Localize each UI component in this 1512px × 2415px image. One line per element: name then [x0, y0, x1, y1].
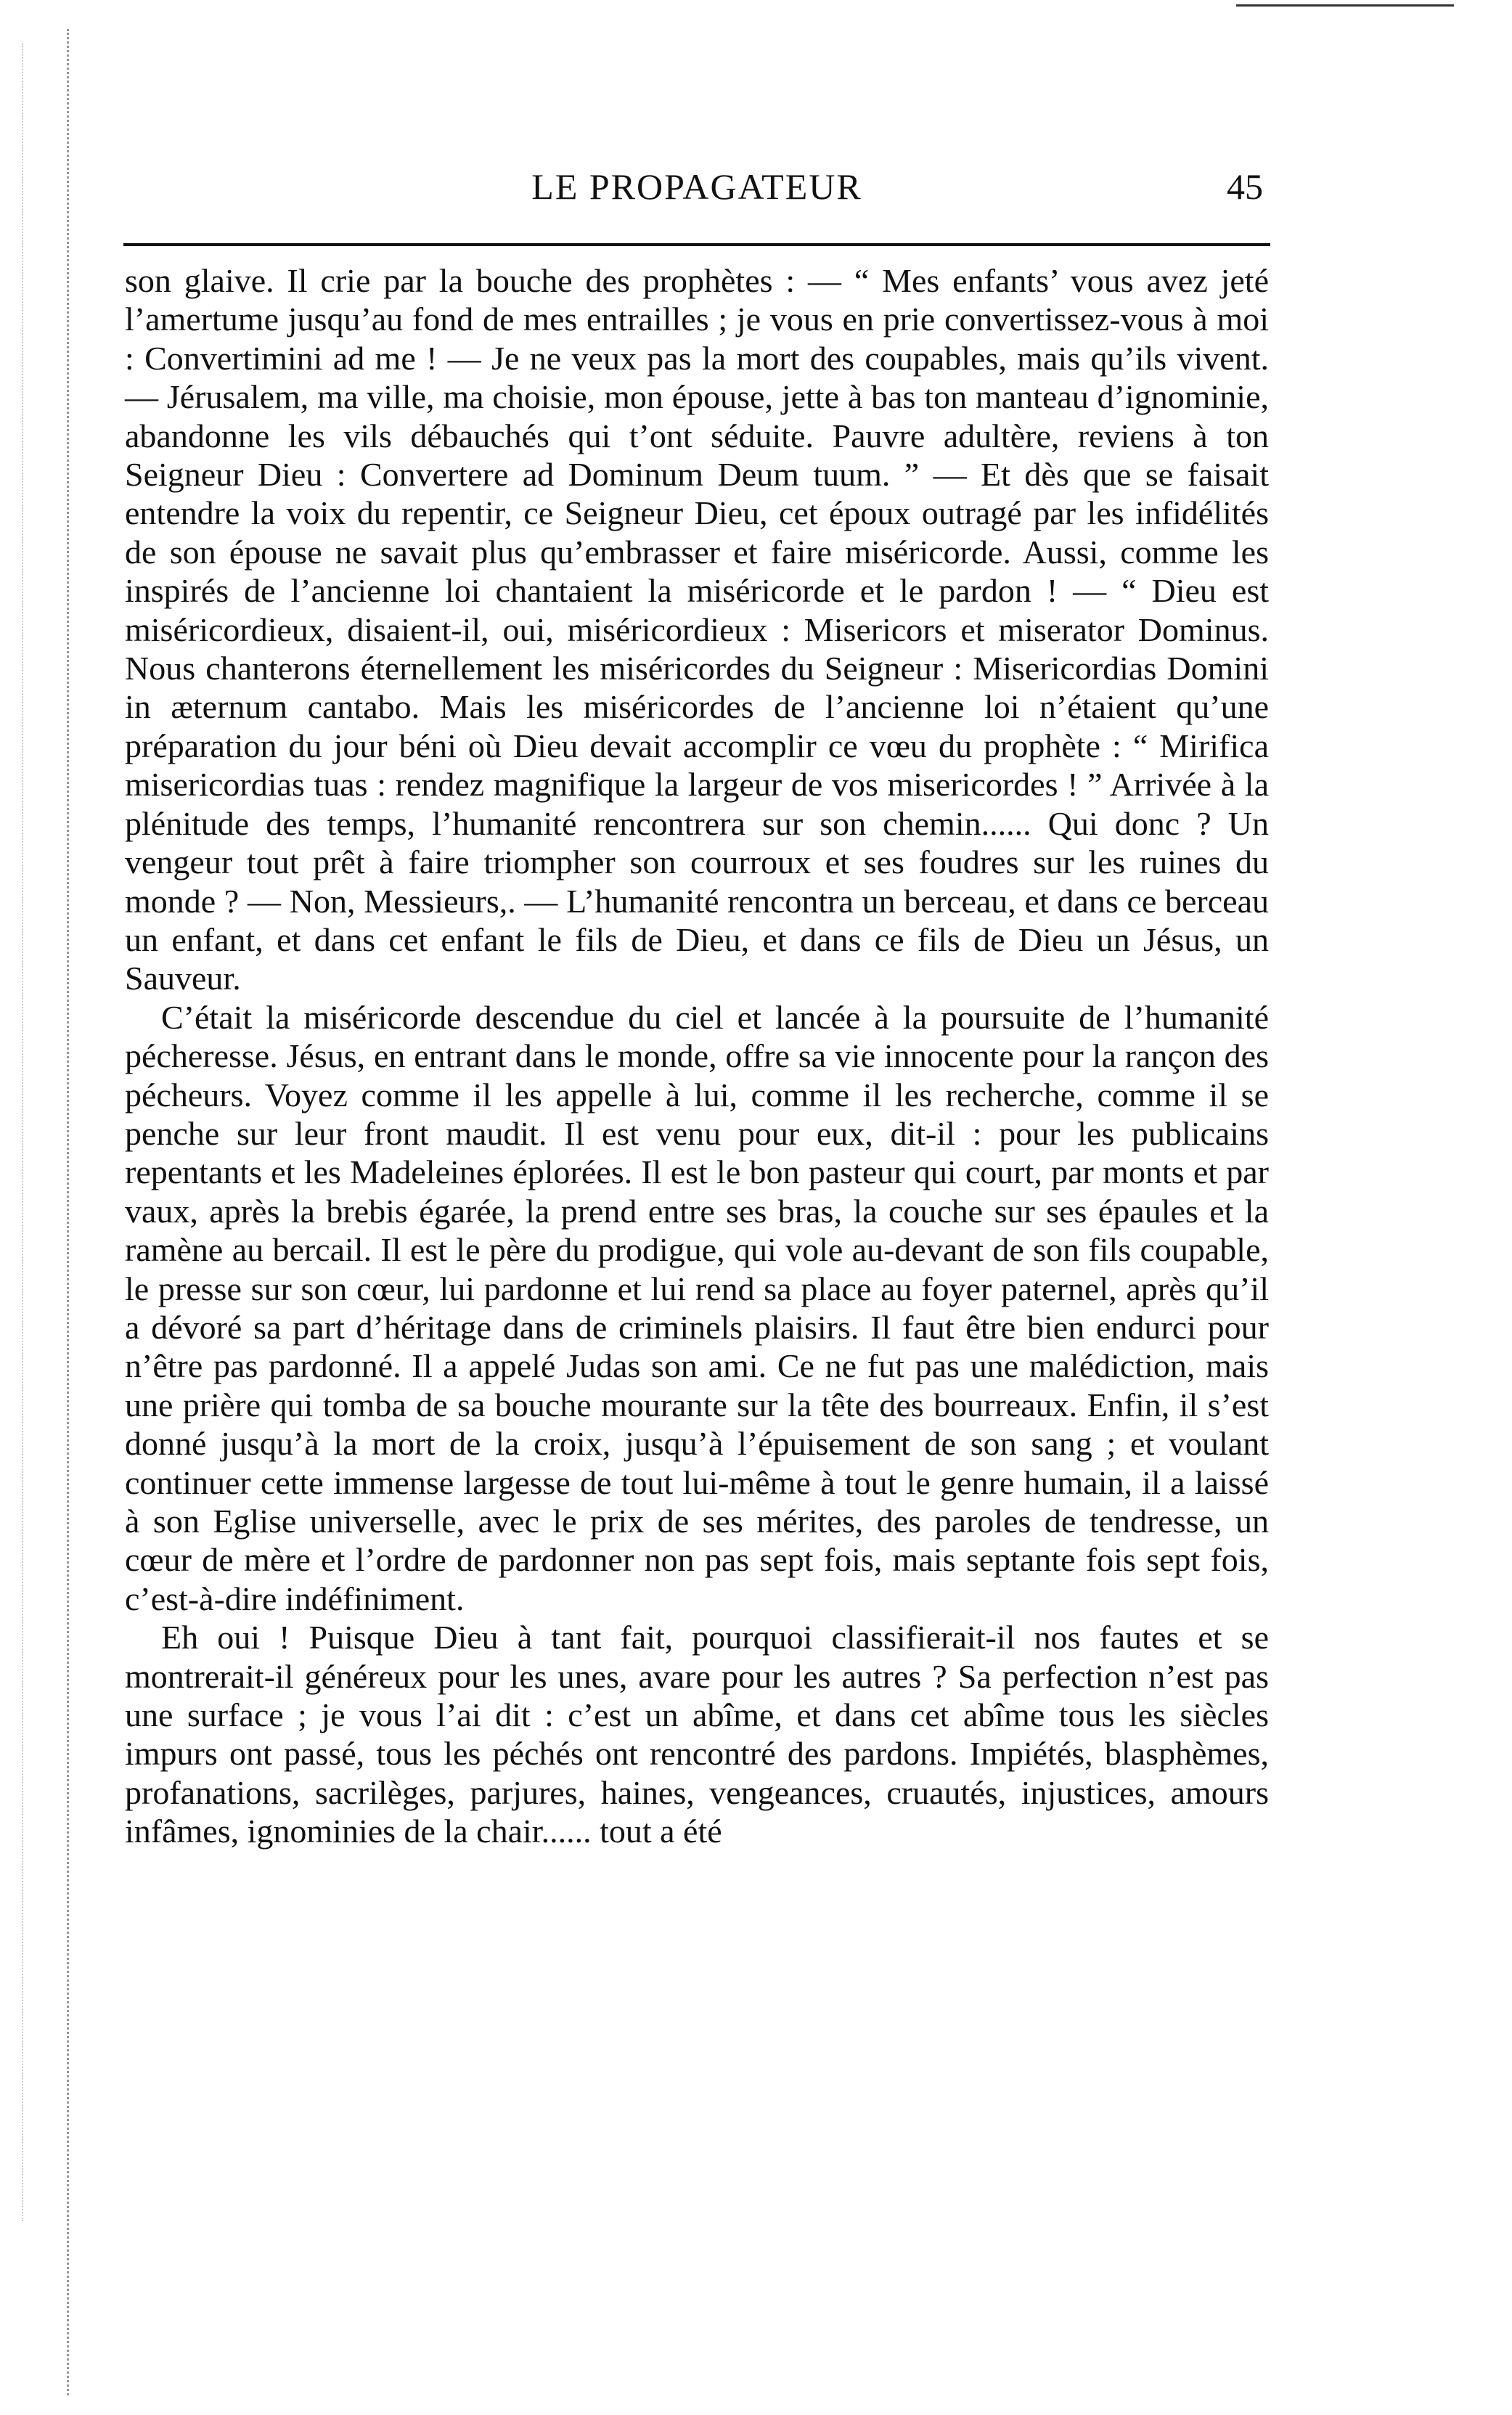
paragraph-eh-oui: Eh oui ! Puisque Dieu à tant fait, pourquoi classifierait-il nos fautes et se montrerait-il généreux pour les unes, avare pour les autres ? Sa perfection n’est pas une surface ; je vous l’ai dit : c’est un abîme, et dans cet abîme tous les siècles impurs ont passé, tous les péchés ont rencontré des pardons. Impiétés, blasphèmes, profanations, sacrilèges, parjures, haines, vengeances, cruautés, injustices, amours infâmes, ignominies de la chair...... tout a été: [125, 1619, 1269, 1850]
page-header: [123, 166, 1270, 216]
paragraph-misericorde: C’était la miséricorde descendue du ciel et lancée à la poursuite de l’humanité pécheresse. Jésus, en entrant dans le monde, offre sa vie innocente pour la rançon des pécheurs. Voyez comme il les appelle à lui, comme il les recherche, comme il se penche sur leur front maudit. Il est venu pour eux, dit-il : pour les publicains repentants et les Madeleines éplorées. Il est le bon pasteur qui court, par monts et par vaux, après la brebis égarée, la prend entre ses bras, la couche sur ses épaules et la ramène au bercail. Il est le père du prodigue, qui vole au-devant de son fils coupable, le presse sur son cœur, lui pardonne et lui rend sa place au foyer paternel, après qu’il a dévoré sa part d’héritage dans de criminels plaisirs. Il faut être bien endurci pour n’être pas pardonné. Il a appelé Judas son ami. Ce ne fut pas une malédiction, mais une prière qui tomba de sa bouche mourante sur la tête des bourreaux. Enfin, il s’est donné jusqu’à la mort de la croix, jusqu’à l’épuisement de son sang ; et voulant continuer cette immense largesse de tout lui-même à tout le genre humain, il a laissé à son Eglise universelle, avec le prix de ses mérites, des paroles de tendresse, un cœur de mère et l’ordre de pardonner non pas sept fois, mais septante fois sept fois, c’est-à-dire indéfiniment.: [125, 998, 1269, 1617]
scan-edge-mark: [22, 44, 29, 2221]
body-text: [125, 261, 1269, 1851]
scan-top-line: [1236, 4, 1454, 7]
running-title: LE PROPAGATEUR: [531, 166, 862, 207]
header-rule: [123, 243, 1270, 246]
binding-gutter-mark: [67, 29, 76, 2395]
paragraph-continuation: son glaive. Il crie par la bouche des prophètes : — “ Mes enfants’ vous avez jeté l’amertume jusqu’au fond de mes entrailles ; je vous en prie convertissez-vous à moi : Convertimini ad me ! — Je ne veux pas la mort des coupables, mais qu’ils vivent. — Jérusalem, ma ville, ma choisie, mon épouse, jette à bas ton manteau d’ignominie, abandonne les vils débauchés qui t’ont séduite. Pauvre adultère, reviens à ton Seigneur Dieu : Convertere ad Dominum Deum tuum. ” — Et dès que se faisait entendre la voix du repentir, ce Seigneur Dieu, cet époux outragé par les infidélités de son épouse ne savait plus qu’embrasser et faire miséricorde. Aussi, comme les inspirés de l’ancienne loi chantaient la miséricorde et le pardon ! — “ Dieu est miséricordieux, disaient-il, oui, miséricordieux : Misericors et miserator Dominus. Nous chanterons éternellement les miséricordes du Seigneur : Misericordias Domini in æternum cantabo. Mais les miséricordes de l’ancienne loi n’étaient qu’une préparation du jour béni où Dieu devait accomplir ce vœu du prophète : “ Mirifica misericordias tuas : rendez magnifique la largeur de vos misericordes ! ” Arrivée à la plénitude des temps, l’humanité rencontrera sur son chemin...... Qui donc ? Un vengeur tout prêt à faire triompher son courroux et ses foudres sur les ruines du monde ? — Non, Messieurs,. — L’humanité rencontra un berceau, et dans ce berceau un enfant, et dans cet enfant le fils de Dieu, et dans ce fils de Dieu un Jésus, un Sauveur.: [125, 262, 1269, 997]
page-number: 45: [1227, 166, 1263, 207]
